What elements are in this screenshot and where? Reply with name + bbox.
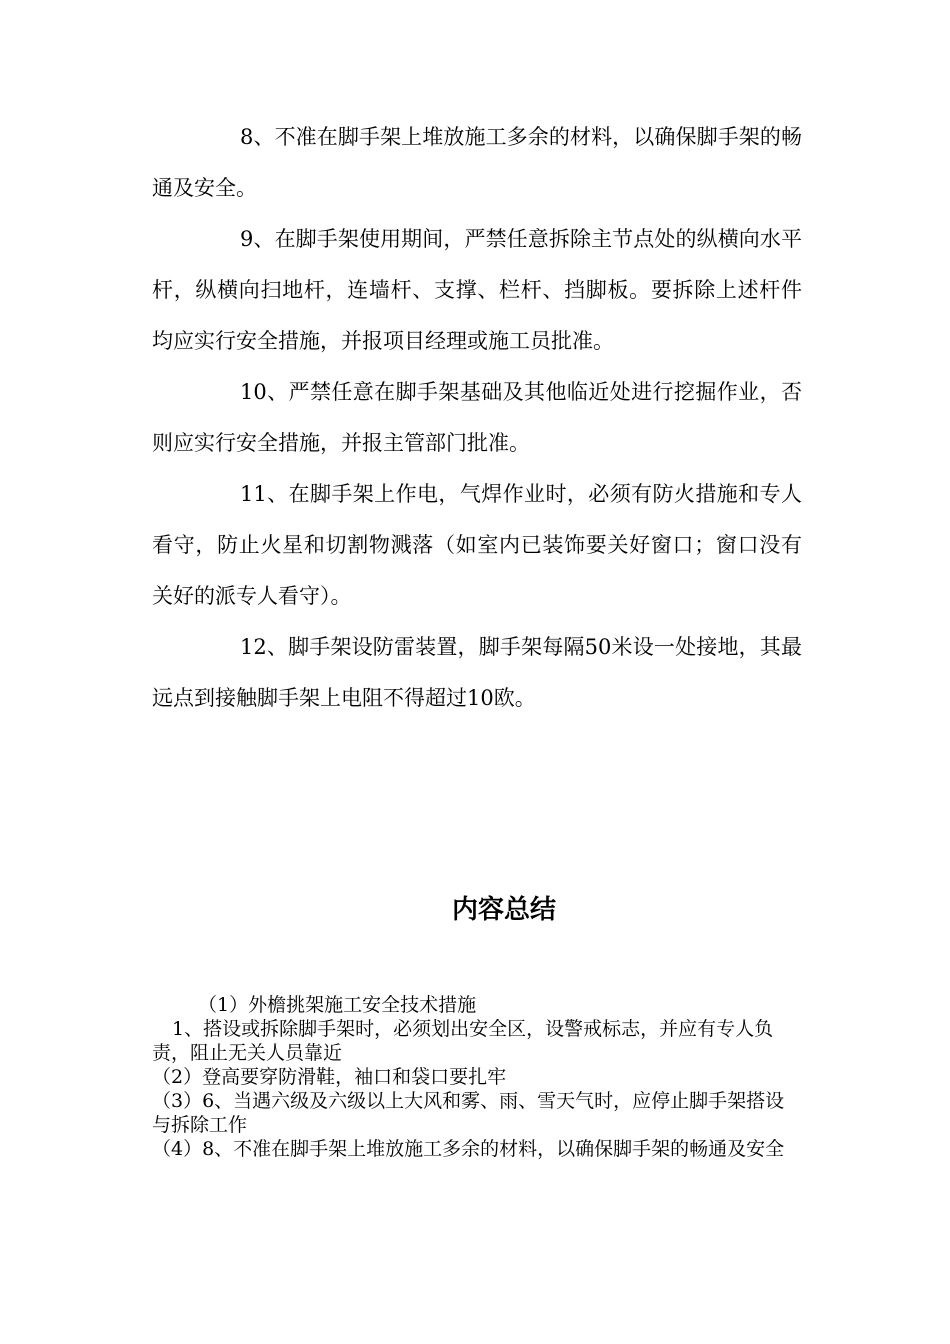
summary-line: （1）外檐挑架施工安全技术措施 — [198, 994, 477, 1016]
paragraph-item-10: 10、严禁任意在脚手架基础及其他临近处进行挖掘作业，否则应实行安全措施，并报主管部门批准。 — [152, 380, 802, 455]
main-body — [152, 112, 802, 724]
summary-title: 内容总结 — [451, 895, 556, 925]
paragraph-item-12: 12、脚手架设防雷装置，脚手架每隔50米设一处接地，其最远点到接触脚手架上电阻不得超过10欧。 — [152, 635, 802, 710]
summary-line: 1、搭设或拆除脚手架时，必须划出安全区，设警戒标志，并应有专人负责，阻止无关人员靠近 — [152, 1018, 774, 1064]
summary-line: （3）6、当遇六级及六级以上大风和雾、雨、雪天气时，应停止脚手架搭设与拆除工作 — [152, 1090, 785, 1136]
summary-section — [152, 993, 797, 1161]
summary-line: （2）登高要穿防滑鞋，袖口和袋口要扎牢 — [152, 1066, 507, 1088]
paragraph-item-9: 9、在脚手架使用期间，严禁任意拆除主节点处的纵横向水平杆，纵横向扫地杆，连墙杆、支撑、栏杆、挡脚板。要拆除上述杆件均应实行安全措施，并报项目经理或施工员批准。 — [152, 227, 802, 353]
summary-line: （4）8、不准在脚手架上堆放施工多余的材料，以确保脚手架的畅通及安全 — [152, 1138, 785, 1160]
paragraph-item-11: 11、在脚手架上作电，气焊作业时，必须有防火措施和专人看守，防止火星和切割物溅落（如室内已装饰要关好窗口；窗口没有关好的派专人看守）。 — [152, 482, 802, 608]
paragraph-item-8: 8、不准在脚手架上堆放施工多余的材料，以确保脚手架的畅通及安全。 — [152, 125, 802, 200]
